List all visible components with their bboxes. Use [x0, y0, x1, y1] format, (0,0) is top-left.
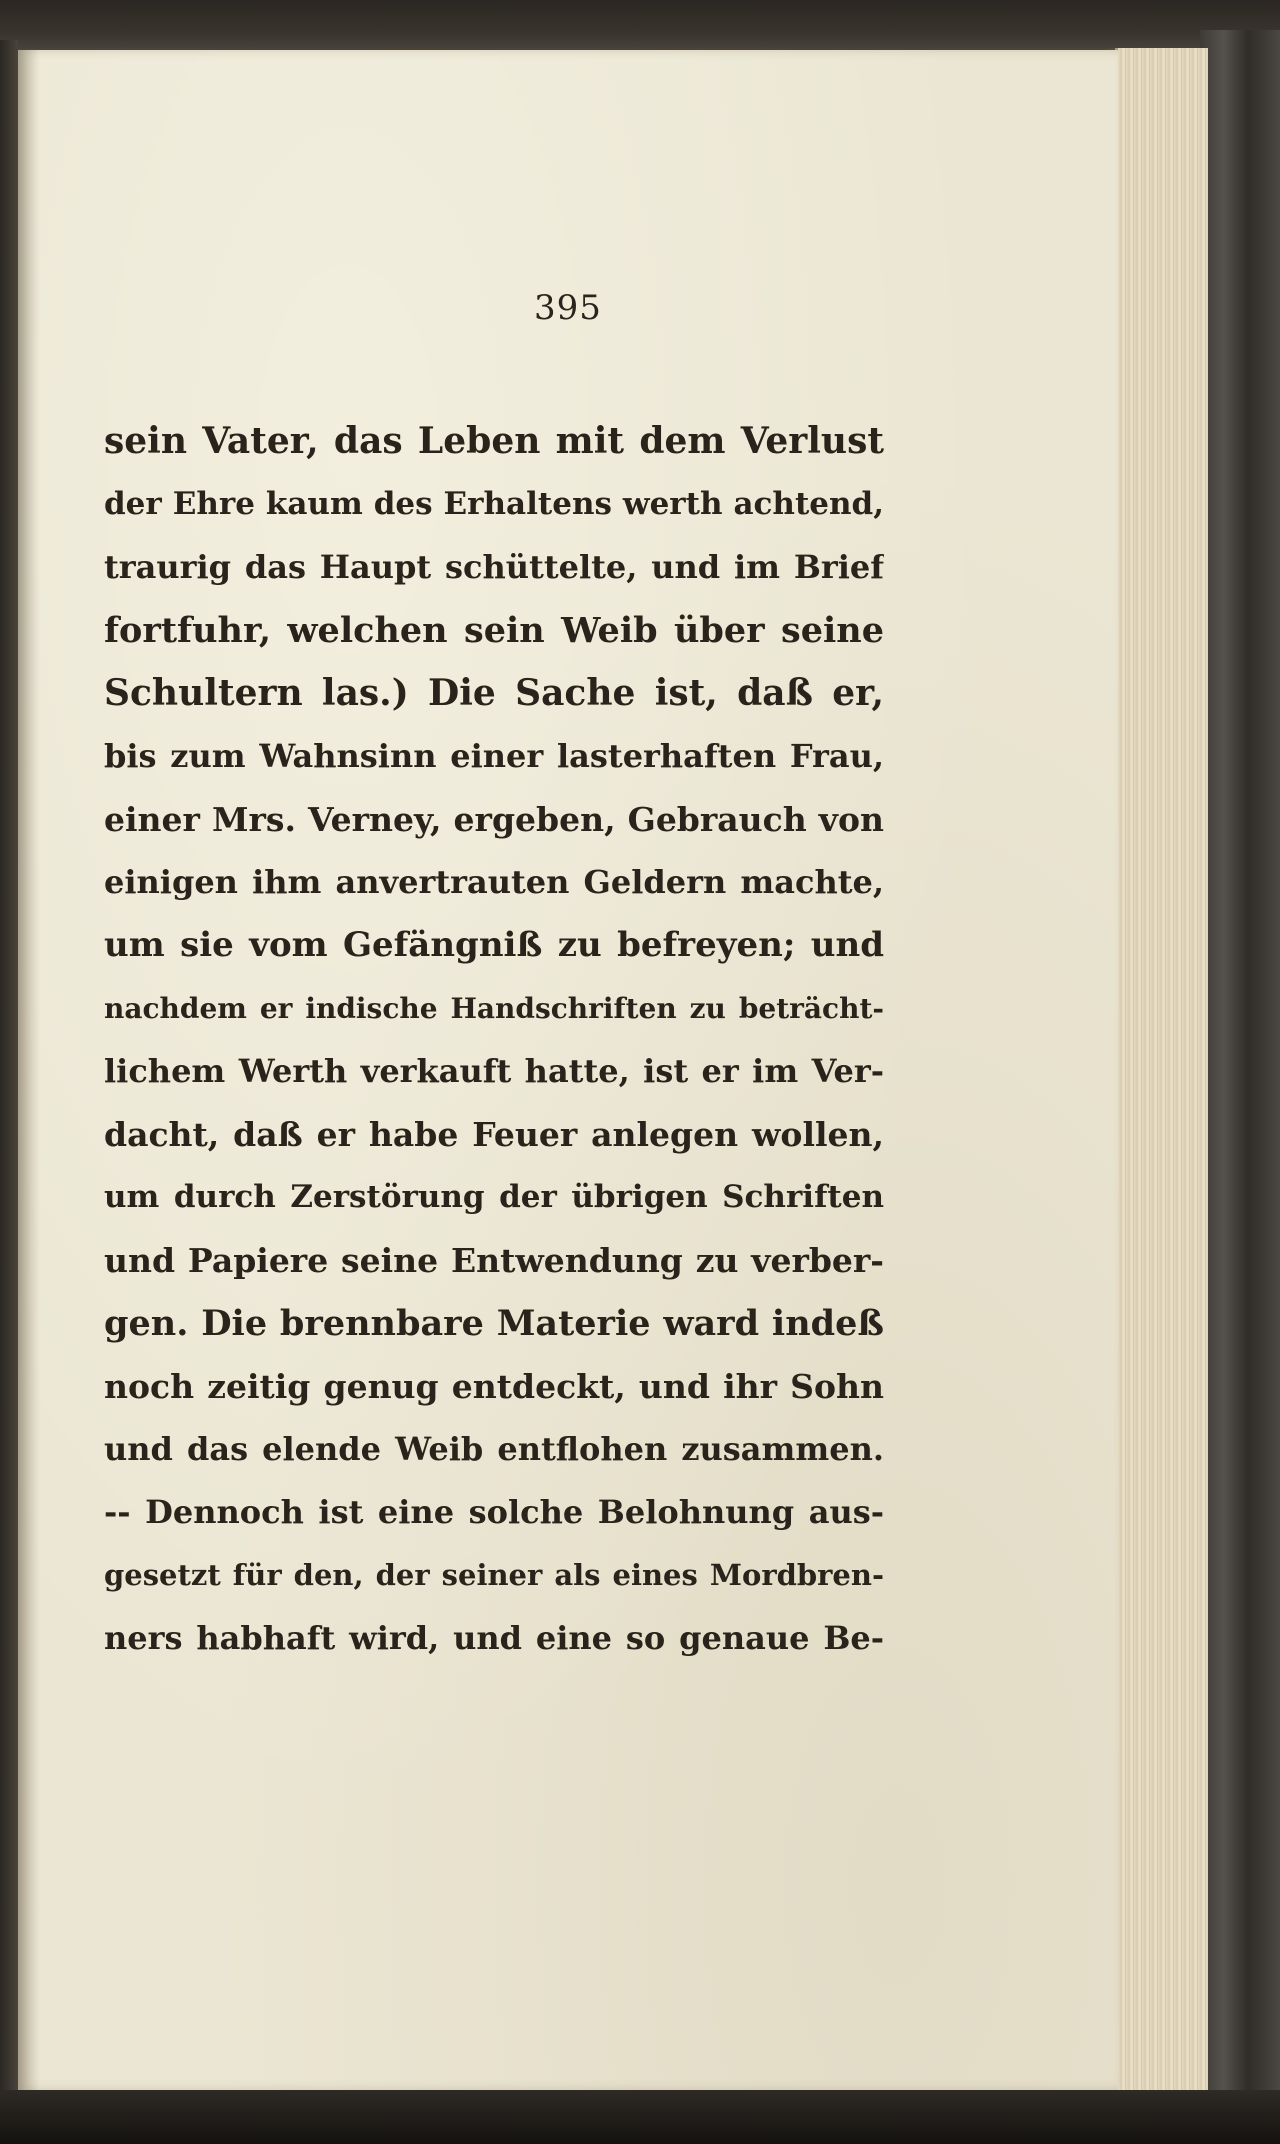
text-line: noch zeitig genug entdeckt, und ihr Sohn [104, 1367, 884, 1406]
text-line: gen. Die brennbare Materie ward indeß [104, 1303, 884, 1344]
text-line: der Ehre kaum des Erhaltens werth achtend, [104, 486, 884, 522]
text-line: um durch Zerstörung der übrigen Schriften [104, 1179, 884, 1215]
text-line: einigen ihm anvertrauten Geldern machte, [104, 863, 884, 901]
text-line: um sie vom Gefängniß zu befreyen; und [104, 925, 884, 965]
text-line: gesetzt für den, der seiner als eines Mordbren- [104, 1558, 884, 1592]
bottom-board-edge [0, 2090, 1280, 2144]
left-board-edge [0, 40, 18, 2100]
page-stack-edges [1115, 48, 1208, 2098]
text-line: ners habhaft wird, und eine so genaue Be- [104, 1619, 884, 1657]
body-text [104, 410, 884, 1670]
text-line: traurig das Haupt schüttelte, und im Brief [104, 548, 884, 586]
text-line: dacht, daß er habe Feuer anlegen wollen, [104, 1115, 884, 1154]
text-line: -- Dennoch ist eine solche Belohnung aus- [104, 1493, 884, 1531]
text-line: und Papiere seine Entwendung zu verber- [104, 1241, 884, 1280]
text-line: nachdem er indische Handschriften zu beträcht- [104, 992, 884, 1025]
page-number: 395 [534, 288, 602, 328]
text-line: fortfuhr, welchen sein Weib über seine [104, 610, 884, 651]
spine-shadow [18, 50, 40, 2090]
text-line: bis zum Wahnsinn einer lasterhaften Frau, [104, 737, 884, 775]
text-line: sein Vater, das Leben mit dem Verlust [104, 420, 884, 462]
text-line: Schultern las.) Die Sache ist, daß er, [104, 672, 884, 714]
top-board-edge [0, 0, 1280, 50]
text-line: lichem Werth verkauft hatte, ist er im Ver- [104, 1052, 884, 1090]
text-line: einer Mrs. Verney, ergeben, Gebrauch von [104, 800, 884, 839]
text-line: und das elende Weib entflohen zusammen. [104, 1430, 884, 1468]
book-cover-edge [1200, 30, 1280, 2144]
book-page [18, 50, 1118, 2090]
